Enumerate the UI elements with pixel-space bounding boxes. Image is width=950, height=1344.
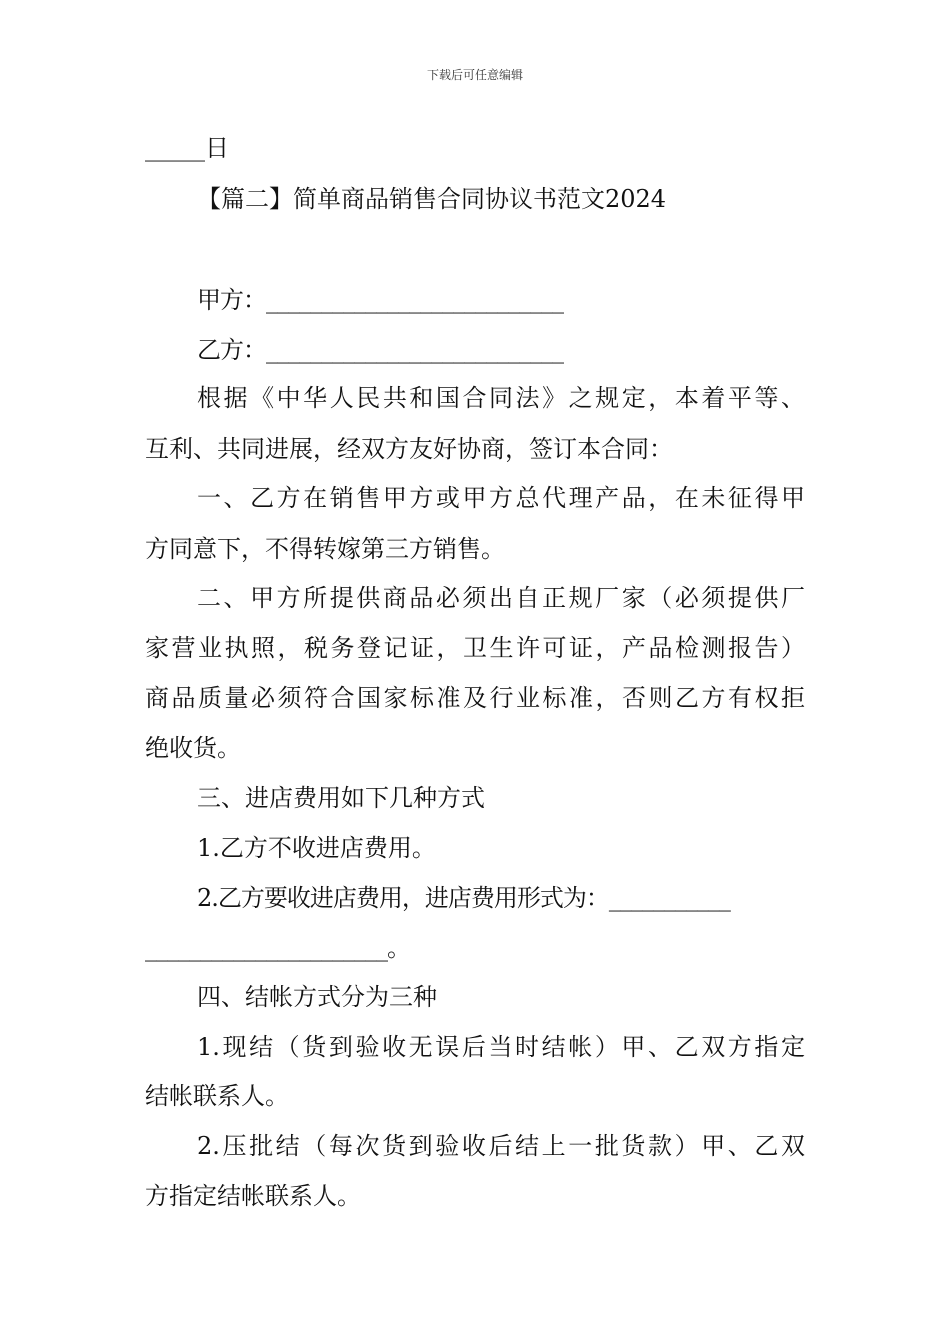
paragraph-line: 三、进店费用如下几种方式	[197, 784, 485, 812]
paragraph-line: 2.乙方要收进店费用，进店费用形式为：___________	[197, 884, 730, 912]
party-b-line: 乙方：___________________________	[197, 336, 563, 364]
paragraph-line: ______________________。	[145, 934, 410, 962]
paragraph-line: 根据《中华人民共和国合同法》之规定，本着平等、	[197, 384, 805, 412]
paragraph-line: 家营业执照，税务登记证，卫生许可证，产品检测报告）	[145, 634, 805, 662]
paragraph-line: 结帐联系人。	[145, 1082, 289, 1110]
date-line: _____日	[145, 134, 229, 162]
paragraph-line: 二、甲方所提供商品必须出自正规厂家（必须提供厂	[197, 584, 805, 612]
paragraph-line: 互利、共同进展，经双方友好协商，签订本合同：	[145, 435, 673, 463]
party-a-line: 甲方：___________________________	[197, 286, 563, 314]
paragraph-line: 2.压批结（每次货到验收后结上一批货款）甲、乙双	[197, 1132, 805, 1160]
paragraph-line: 绝收货。	[145, 734, 241, 762]
paragraph-line: 1.现结（货到验收无误后当时结帐）甲、乙双方指定	[197, 1033, 805, 1061]
paragraph-line: 方指定结帐联系人。	[145, 1182, 361, 1210]
page-header-note: 下载后可任意编辑	[426, 68, 523, 82]
section-title: 【篇二】简单商品销售合同协议书范文2024	[197, 185, 667, 213]
paragraph-line: 1.乙方不收进店费用。	[197, 834, 436, 862]
paragraph-line: 方同意下，不得转嫁第三方销售。	[145, 535, 505, 563]
paragraph-line: 四、结帐方式分为三种	[197, 983, 437, 1011]
paragraph-line: 商品质量必须符合国家标准及行业标准，否则乙方有权拒	[145, 684, 805, 712]
paragraph-line: 一、乙方在销售甲方或甲方总代理产品，在未征得甲	[197, 484, 805, 512]
